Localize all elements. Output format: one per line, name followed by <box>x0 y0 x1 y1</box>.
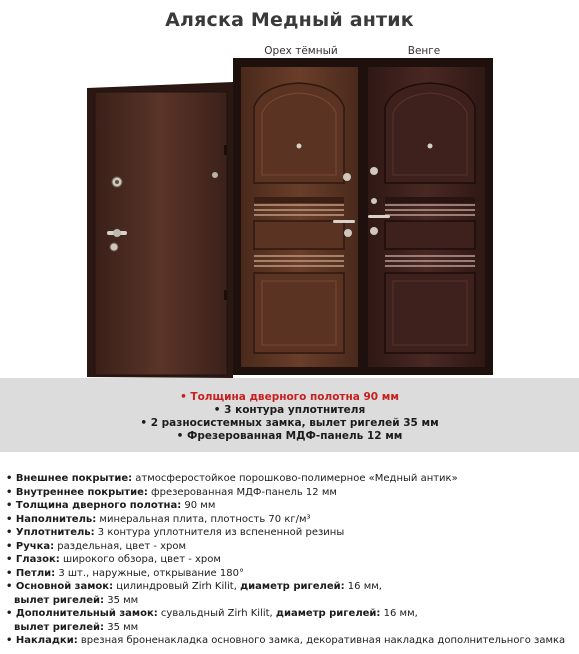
feature-seals: • 3 контура уплотнителя <box>213 404 366 416</box>
spec-row: • Глазок: широкого обзора, цвет - хром <box>6 554 221 565</box>
exterior-door <box>87 82 233 378</box>
spec-row: • Ручка: раздельная, цвет - хром <box>6 540 187 552</box>
door-oreh <box>241 67 358 367</box>
feature-locks: • 2 разносистемных замка, вылет ригелей 35 мм <box>140 417 439 429</box>
door-venge <box>368 67 485 367</box>
spec-row: • Дополнительный замок: сувальдный Zirh Kilit, диаметр ригелей: 16 мм, <box>6 608 418 619</box>
caption-oreh: Орех тёмный <box>264 45 338 57</box>
spec-row: вылет ригелей: 35 мм <box>14 621 139 633</box>
spec-row: • Петли: 3 шт., наружные, открывание 180° <box>6 567 244 579</box>
spec-row: • Внешнее покрытие: атмосферостойкое порошково-полимерное «Медный антик» <box>6 473 458 484</box>
spec-row: • Накладки: врезная броненакладка основного замка, декоративная накладка дополнительного замка <box>6 635 566 646</box>
features-list <box>0 391 579 443</box>
spec-row: • Внутреннее покрытие: фрезерованная МДФ-панель 12 мм <box>6 486 337 498</box>
caption-venge: Венге <box>407 45 441 57</box>
feature-thickness: • Толщина дверного полотна 90 мм <box>180 391 399 403</box>
door-images <box>0 55 579 380</box>
spec-row: • Уплотнитель: 3 контура уплотнителя из вспененной резины <box>6 527 345 538</box>
feature-mdf-panel: • Фрезерованная МДФ-панель 12 мм <box>176 430 403 442</box>
spec-row: • Наполнитель: минеральная плита, плотность 70 кг/м³ <box>6 513 311 525</box>
spec-row: • Основной замок: цилиндровый Zirh Kilit, диаметр ригелей: 16 мм, <box>6 581 382 592</box>
spec-row: вылет ригелей: 35 мм <box>14 594 139 606</box>
page-title: Аляска Медный антик <box>165 9 414 31</box>
spec-row: • Толщина дверного полотна: 90 мм <box>6 500 216 511</box>
specs-list <box>6 472 572 648</box>
